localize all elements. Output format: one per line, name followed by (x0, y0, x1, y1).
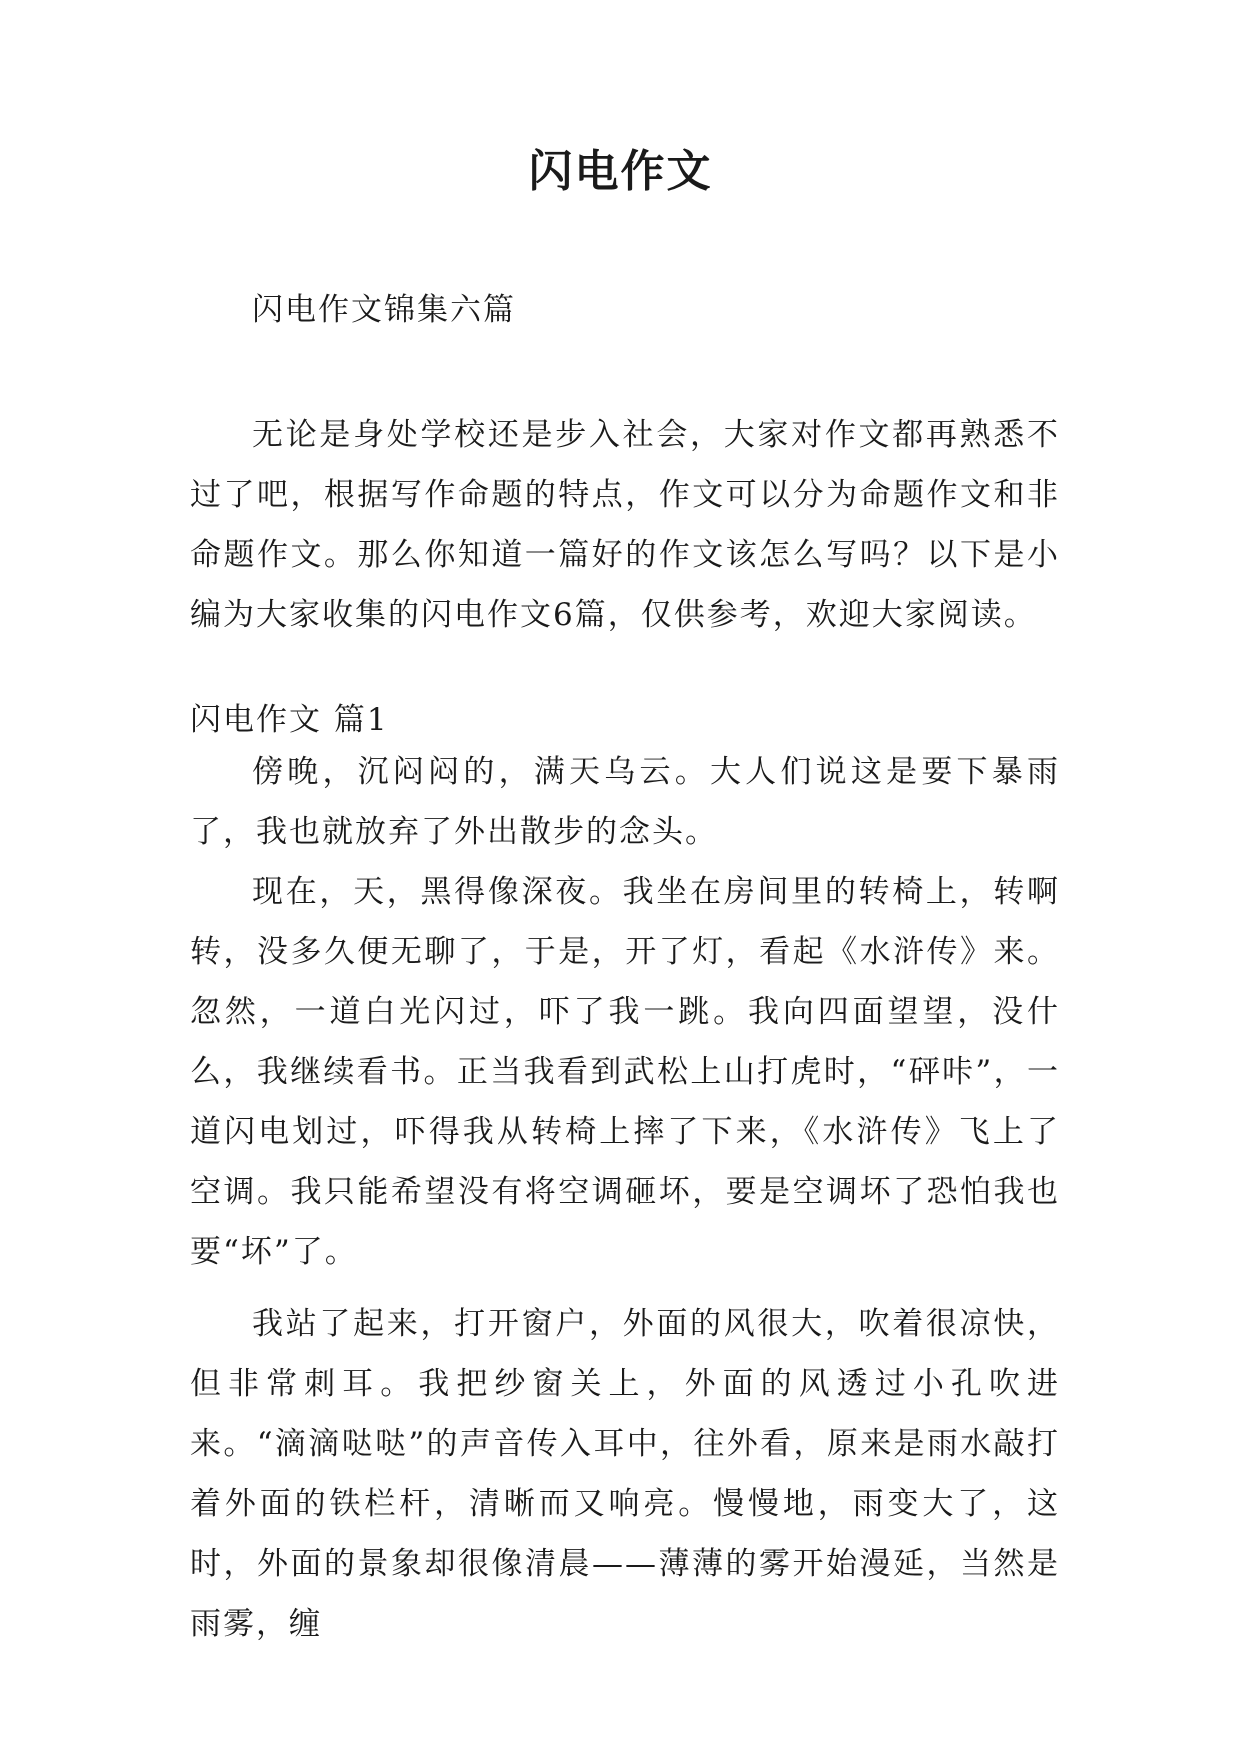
section-heading: 闪电作文 篇1 (190, 702, 389, 738)
document-subtitle: 闪电作文锦集六篇 (252, 292, 516, 328)
document-title: 闪电作文 (528, 146, 713, 197)
intro-section (190, 405, 1060, 645)
intro-paragraph: 无论是身处学校还是步入社会，大家对作文都再熟悉不过了吧，根据写作命题的特点，作文可以分为命题作文和非命题作文。那么你知道一篇好的作文该怎么写吗？以下是小编为大家收集的闪电作文6篇，仅供参考，欢迎大家阅读。 (190, 417, 1060, 633)
body-paragraph: 我站了起来，打开窗户，外面的风很大，吹着很凉快，但非常刺耳。我把纱窗关上，外面的风透过小孔吹进来。“滴滴哒哒”的声音传入耳中，往外看，原来是雨水敲打着外面的铁栏杆，清晰而又响亮。慢慢地，雨变大了，这时，外面的景象却很像清晨——薄薄的雾开始漫延，当然是雨雾，缠 (190, 1306, 1060, 1642)
body-paragraph: 傍晚，沉闷闷的，满天乌云。大人们说这是要下暴雨了，我也就放弃了外出散步的念头。 (190, 754, 1060, 850)
essay-body (190, 742, 1060, 1654)
body-paragraph: 现在，天，黑得像深夜。我坐在房间里的转椅上，转啊转，没多久便无聊了，于是，开了灯，看起《水浒传》来。忽然，一道白光闪过，吓了我一跳。我向四面望望，没什么，我继续看书。正当我看到武松上山打虎时，“砰咔”，一道闪电划过，吓得我从转椅上摔了下来，《水浒传》飞上了空调。我只能希望没有将空调砸坏，要是空调坏了恐怕我也要“坏”了。 (190, 874, 1060, 1270)
